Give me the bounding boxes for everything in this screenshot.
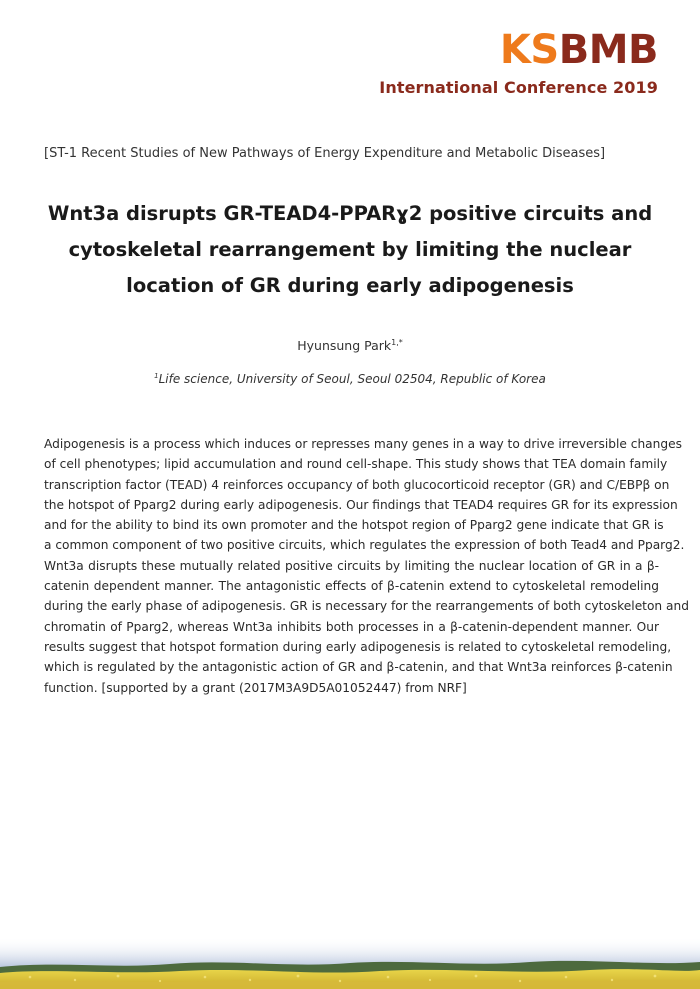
abstract-line: of cell phenotypes; lipid accumulation and round cell-shape. This study shows that TEA domain family [44, 457, 668, 472]
abstract-line: function. [supported by a grant (2017M3A9D5A01052447) from NRF] [44, 680, 467, 695]
paper-title [40, 196, 660, 304]
affiliation-line [0, 372, 700, 386]
author-name: Hyunsung Park [297, 338, 392, 353]
ksbmb-logo-mark [379, 28, 658, 72]
conference-name: International Conference 2019 [379, 78, 658, 97]
abstract-body [44, 434, 689, 698]
abstract-line: the hotspot of Pparg2 during early adipogenesis. Our findings that TEAD4 requires GR for its expression [44, 497, 678, 512]
title-line: location of GR during early adipogenesis [126, 274, 574, 297]
title-line: Wnt3a disrupts GR-TEAD4-PPARɣ2 positive circuits and [47, 202, 653, 225]
abstract-line: catenin dependent manner. The antagonistic effects of β-catenin extend to cytoskeletal remodeling [44, 579, 659, 594]
abstract-line: a common component of two positive circuits, which regulates the expression of both Tead4 and Pparg2. [44, 538, 685, 553]
abstract-line: during the early phase of adipogenesis. GR is necessary for the rearrangements of both cytoskeleton and [44, 599, 689, 614]
abstract-line: Wnt3a disrupts these mutually related positive circuits by limiting the nuclear location of GR in a β- [44, 558, 659, 573]
affiliation-text: Life science, University of Seoul, Seoul 02504, Republic of Korea [158, 372, 546, 386]
affiliation-mark: 1 [154, 372, 159, 380]
abstract-line: which is regulated by the antagonistic action of GR and β-catenin, and that Wnt3a reinforces β-catenin [44, 660, 673, 675]
abstract-line: results suggest that hotspot formation during early adipogenesis is related to cytoskeletal remodeling, [44, 639, 672, 654]
abstract-line: and for the ability to bind its own promoter and the hotspot region of Pparg2 gene indicate that GR is [44, 518, 664, 533]
session-label: [ST-1 Recent Studies of New Pathways of Energy Expenditure and Metabolic Diseases] [44, 146, 606, 161]
abstract-line: Adipogenesis is a process which induces or represses many genes in a way to drive irreversible changes [44, 437, 682, 451]
author-marks: 1,* [391, 337, 403, 347]
footer-landscape-art [0, 937, 700, 989]
logo-ks: KS [499, 27, 559, 73]
author-line [0, 338, 700, 353]
abstract-line: transcription factor (TEAD) 4 reinforces occupancy of both glucocorticoid receptor (GR) and C/EBPβ on [44, 477, 670, 492]
abstract-line: chromatin of Pparg2, whereas Wnt3a inhibits both processes in a β-catenin-dependent manner. Our [44, 619, 659, 634]
title-line: cytoskeletal rearrangement by limiting the nuclear [68, 238, 632, 261]
logo-bmb: BMB [558, 27, 658, 73]
conference-logo [379, 28, 658, 97]
